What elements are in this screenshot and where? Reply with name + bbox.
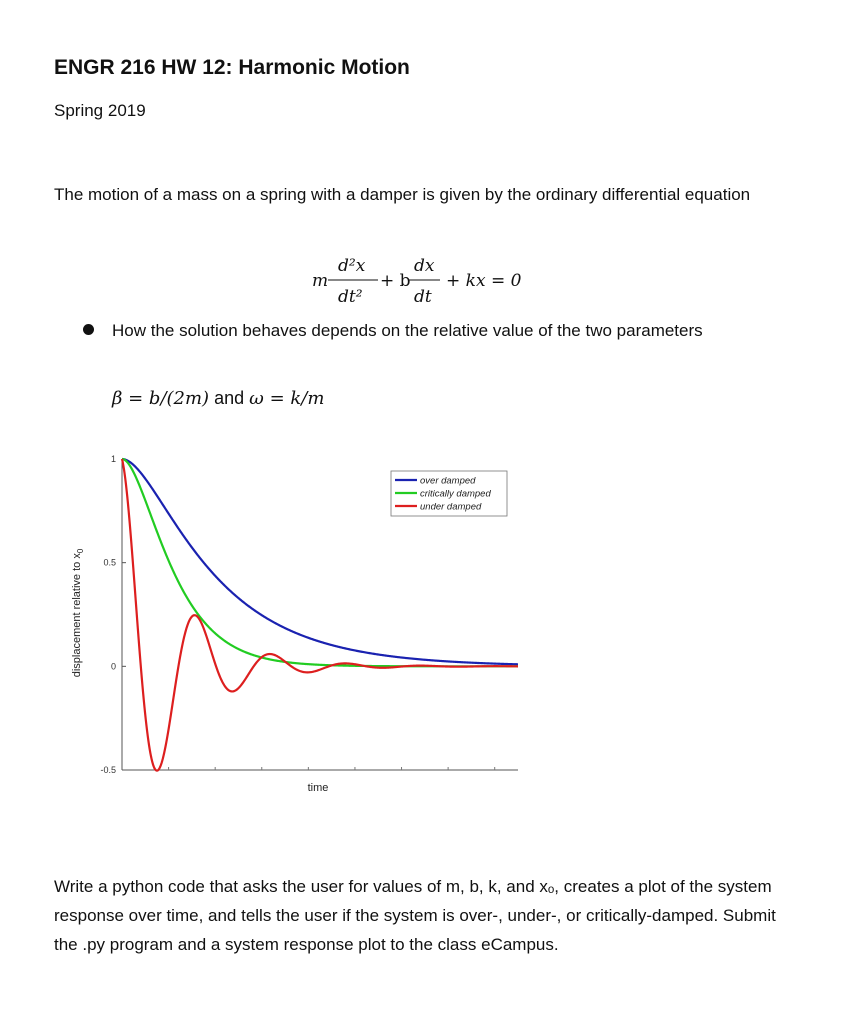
assignment-instructions: Write a python code that asks the user for values of m, b, k, and xₒ, creates a plot of the system response over time, and tells the user if the system is over-, under-, or critically-damped. Submit the .py program and a system response plot to the class eCampus. (54, 877, 776, 954)
intro-paragraph: The motion of a mass on a spring with a damper is given by the ordinary differential equation (54, 185, 751, 204)
eq-rest: + kx = 0 (446, 271, 522, 291)
legend-label-2: under damped (420, 501, 482, 513)
parameter-definitions (112, 388, 324, 409)
x-axis-label: time (307, 782, 329, 794)
ode-equation (300, 247, 560, 311)
y-axis-label-text: displacement relative to x (71, 553, 83, 678)
plot-legend (391, 471, 507, 516)
page-subtitle: Spring 2019 (54, 101, 146, 120)
eq-dx: dx (414, 256, 435, 276)
eq-plus-b: + b (380, 271, 411, 291)
y-axis-label-subscript: 0 (76, 548, 85, 554)
y-axis-label (71, 548, 85, 677)
legend-label-1: critically damped (420, 488, 491, 500)
page-title: ENGR 216 HW 12: Harmonic Motion (54, 56, 410, 79)
legend-label-0: over damped (420, 475, 476, 487)
eq-dt: dt (414, 287, 432, 307)
eq-m: m (312, 271, 329, 291)
bullet-dot (83, 324, 94, 335)
eq-dt2: dt² (338, 287, 363, 307)
y-tick-label: 0.5 (103, 557, 116, 568)
y-tick-label: 1 (110, 454, 116, 464)
bullet-text: How the solution behaves depends on the relative value of the two parameters (112, 321, 703, 340)
damping-response-plot (60, 445, 530, 800)
omega-definition: ω = k/m (249, 388, 325, 409)
y-tick-label: 0 (110, 661, 116, 672)
and-word: and (214, 388, 245, 408)
eq-d2x: d²x (338, 256, 366, 276)
y-tick-label: -0.5 (100, 765, 116, 775)
beta-definition: β = b/(2m) (112, 388, 210, 409)
